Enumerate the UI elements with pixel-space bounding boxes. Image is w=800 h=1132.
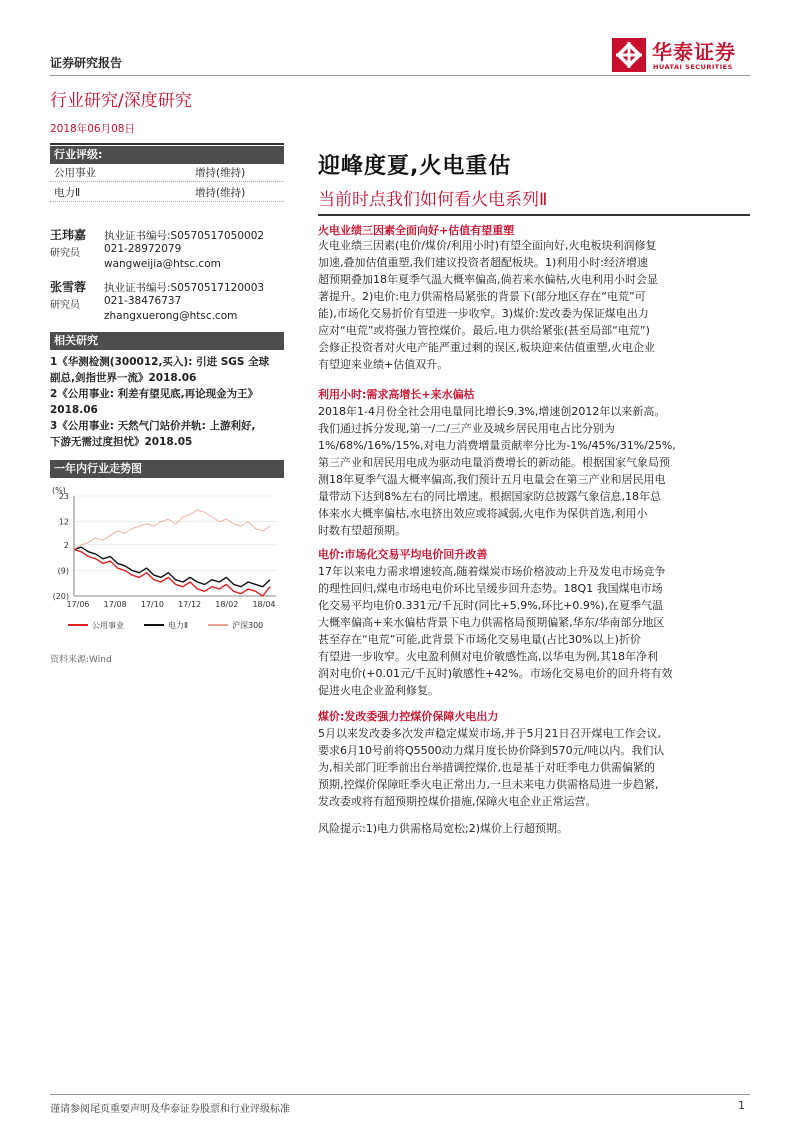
- body-line: 发改委或将有超预期控煤价措施,保障火电企业正常运营。: [318, 795, 597, 808]
- chart-x-tick: 18/04: [252, 600, 276, 609]
- logo-text-en: HUATAI SECURITIES: [653, 63, 733, 71]
- related-item-line: 2《公用事业: 利差有望见底,再论现金为王》: [50, 388, 259, 400]
- body-line: 5月以来发改委多次发声稳定煤炭市场,并于5月21日召开煤电工作会议,: [318, 727, 661, 740]
- chart-legend-label: 沪深300: [232, 621, 264, 630]
- body-line: 2018年1-4月份全社会用电量同比增长9.3%,增速创2012年以来新高。: [318, 405, 666, 418]
- body-line: 的理性回归,煤电市场电电价环比呈缓步回升态势。18Q1 我国煤电市场: [318, 582, 663, 595]
- report-category: 行业研究/深度研究: [50, 91, 192, 111]
- footer-disclaimer[interactable]: 谨请参阅尾页重要声明及华泰证券股票和行业评级标准: [50, 1104, 290, 1115]
- rating-row: [50, 184, 284, 202]
- section-heading: 煤价:发改委强力控煤价保障火电出力: [318, 710, 499, 723]
- section-body: [318, 237, 750, 373]
- risk-warning: 风险提示:1)电力供需格局宽松;2)煤价上行超预期。: [318, 822, 568, 835]
- chart-header: 一年内行业走势图: [50, 460, 284, 478]
- analyst-cert: [104, 280, 264, 295]
- body-line: 1%/68%/16%/15%,对电力消费增量贡献率分比为-1%/45%/31%/25%,: [318, 439, 676, 452]
- chart-series-line: [74, 510, 270, 550]
- related-item-line: 下游无需过度担忧》2018.05: [50, 436, 193, 448]
- analyst-card: [50, 278, 284, 328]
- analyst-phone: 021-28972079: [104, 243, 182, 255]
- industry-trend-chart: [50, 482, 284, 642]
- body-line: 化交易平均电价0.331元/千瓦时(同比+5.9%,环比+0.9%),在夏季气温: [318, 599, 664, 612]
- body-line: 我们通过拆分发现,第一/二/三产业及城乡居民用电占比分别为: [318, 422, 615, 435]
- report-subtitle: 当前时点我们如何看火电系列Ⅱ: [318, 190, 548, 210]
- body-line: 加速,叠加估值重塑,我们建议投资者超配板块。1)利用小时:经济增速: [318, 256, 648, 269]
- analyst-role: 研究员: [50, 300, 80, 311]
- related-item[interactable]: [50, 354, 284, 386]
- header-divider: [50, 75, 750, 76]
- report-date: 2018年06月08日: [50, 123, 135, 135]
- body-line: 促进火电企业盈利修复。: [318, 684, 439, 697]
- body-line: 要求6月10号前将Q5500动力煤月度长协价降到570元/吨以内。我们认: [318, 744, 665, 757]
- related-item[interactable]: [50, 386, 284, 418]
- huatai-logo-icon: [612, 38, 646, 72]
- sidebar-top-rule: [50, 143, 284, 145]
- related-item-line: 3《公用事业: 天然气门站价并轨: 上游利好,: [50, 420, 256, 432]
- analyst-name: 张雪蓉: [50, 280, 87, 294]
- body-line: 会修正投资者对火电产能严重过剩的误区,板块迎来估值重塑,火电企业: [318, 341, 655, 354]
- footer-divider: [50, 1094, 750, 1095]
- chart-x-tick: 17/08: [103, 600, 127, 609]
- logo-text-cn: 华泰证券: [652, 40, 736, 64]
- chart-x-tick: 17/06: [66, 600, 90, 609]
- body-line: 体来水大概率偏枯,水电挤出效应或将减弱,火电作为保供首选,利用小: [318, 507, 648, 520]
- chart-legend-label: 公用事业: [92, 621, 124, 630]
- report-title: 迎峰度夏,火电重估: [318, 154, 512, 179]
- section-heading: 利用小时:需求高增长+来水偏枯: [318, 388, 475, 401]
- chart-unit-label: (%): [52, 486, 66, 495]
- chart-y-tick: 12: [58, 517, 69, 527]
- body-line: 应对“电荒”或将强力管控煤价。最后,电力供给紧张(甚至局部“电荒”): [318, 324, 650, 337]
- analyst-email[interactable]: wangweijia@htsc.com: [104, 258, 221, 270]
- rating-name: 电力Ⅱ: [54, 187, 81, 199]
- section-heading: 电价:市场化交易平均电价回升改善: [318, 548, 488, 561]
- title-rule: [318, 214, 750, 216]
- rating-header: 行业评级:: [50, 146, 284, 164]
- chart-source: 资料来源:Wind: [50, 655, 112, 665]
- body-line: 有望迎来业绩+估值双升。: [318, 358, 449, 371]
- body-line: 能),市场化交易折价有望进一步收窄。3)煤价:发改委为保证煤电出力: [318, 307, 649, 320]
- body-line: 量带动下达到8%左右的同比增速。根据国家防总披露气象信息,18年总: [318, 490, 661, 503]
- chart-x-tick: 17/10: [140, 600, 164, 609]
- cert-label: 执业证书编号:: [104, 230, 171, 242]
- body-line: 大概率偏高+来水偏枯背景下电力供需格局预期偏紧,华东/华南部分地区: [318, 616, 665, 629]
- chart-y-tick: 23: [58, 492, 69, 501]
- body-line: 著提升。2)电价:电力供需格局紧张的背景下(部分地区存在“电荒”可: [318, 290, 646, 303]
- report-type: 证券研究报告: [50, 56, 123, 70]
- body-line: 甚至存在“电荒”可能,此背景下市场化交易电量(占比30%以上)折价: [318, 633, 641, 646]
- related-item-line: 2018.06: [50, 404, 98, 416]
- body-line: 火电业绩三因素(电价/煤价/利用小时)有望全面向好,火电板块利润修复: [318, 239, 657, 252]
- related-item-line: 副总,剑指世界一流》2018.06: [50, 372, 197, 384]
- analyst-name: 王玮嘉: [50, 228, 87, 242]
- body-line: 预期,控煤价保障旺季火电正常出力,一旦未来电力供需格局进一步趋紧,: [318, 778, 659, 791]
- analyst-card: [50, 226, 284, 276]
- analyst-email[interactable]: zhangxuerong@htsc.com: [104, 310, 238, 322]
- section-body: [318, 725, 750, 810]
- rating-value: 增持(维持): [195, 167, 246, 179]
- body-line: 第三产业和居民用电成为驱动电量消费增长的新动能。根据国家气象局预: [318, 456, 670, 469]
- cert-label: 执业证书编号:: [104, 282, 171, 294]
- analyst-cert: [104, 228, 264, 243]
- huatai-logo: [612, 38, 748, 78]
- rating-value: 增持(维持): [195, 187, 246, 199]
- chart-x-tick: 18/02: [215, 600, 239, 609]
- section-body: [318, 563, 750, 699]
- body-line: 为,相关部门旺季前出台举措调控煤价,也是基于对旺季电力供需偏紧的: [318, 761, 655, 774]
- body-line: 测18年夏季气温大概率偏高,我们预计五月电量会在第三产业和居民用电: [318, 473, 666, 486]
- body-line: 时数有望超预期。: [318, 524, 406, 537]
- section-heading: 火电业绩三因素全面向好+估值有望重塑: [318, 224, 515, 237]
- body-line: 润对电价(+0.01元/千瓦时)敏感性+42%。市场化交易电价的回升将有效: [318, 667, 673, 680]
- related-item-line: 1《华测检测(300012,买入): 引进 SGS 全球: [50, 356, 270, 368]
- body-line: 17年以来电力需求增速较高,随着煤炭市场价格波动上升及发电市场竞争: [318, 565, 666, 578]
- analyst-role: 研究员: [50, 248, 80, 259]
- rating-name: 公用事业: [54, 167, 96, 179]
- body-line: 超预期叠加18年夏季气温大概率偏高,倘若来水偏枯,火电利用小时会显: [318, 273, 658, 286]
- analyst-phone: 021-38476737: [104, 295, 182, 307]
- chart-y-tick: (20): [52, 592, 69, 601]
- related-header: 相关研究: [50, 332, 284, 350]
- body-line: 有望进一步收窄。火电盈利侧对电价敏感性高,以华电为例,其18年净利: [318, 650, 658, 663]
- cert-number: S0570517050002: [170, 230, 265, 242]
- rating-row: [50, 164, 284, 182]
- chart-y-tick: (9): [57, 566, 69, 576]
- chart-legend-label: 电力Ⅱ: [168, 621, 188, 630]
- chart-y-tick: 2: [63, 540, 69, 550]
- chart-series-line: [74, 550, 270, 597]
- section-body: [318, 403, 750, 539]
- cert-number: S0570517120003: [170, 282, 265, 294]
- related-item[interactable]: [50, 418, 284, 450]
- chart-x-tick: 17/12: [178, 600, 202, 609]
- page-number: 1: [738, 1099, 745, 1112]
